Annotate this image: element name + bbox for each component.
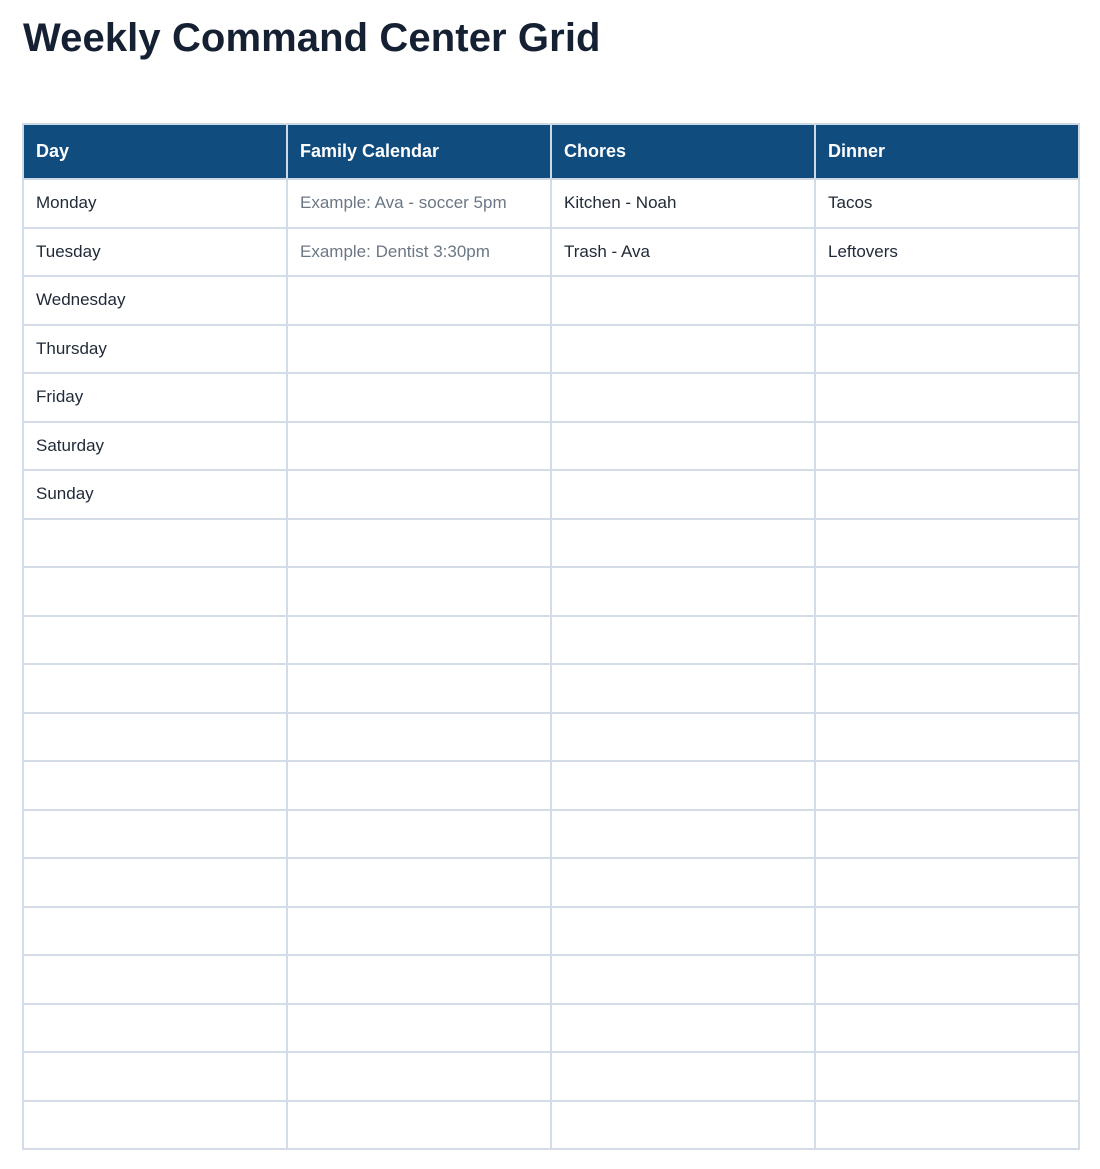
table-row — [23, 955, 1079, 1004]
family-calendar-cell[interactable] — [287, 1101, 551, 1150]
day-cell — [23, 1101, 287, 1150]
family-calendar-cell[interactable] — [287, 616, 551, 665]
day-cell — [23, 1004, 287, 1053]
chores-cell[interactable] — [551, 713, 815, 762]
dinner-cell[interactable] — [815, 519, 1079, 568]
family-calendar-cell[interactable] — [287, 470, 551, 519]
table-row — [23, 470, 1079, 519]
header-dinner: Dinner — [815, 124, 1079, 179]
chores-cell[interactable] — [551, 1004, 815, 1053]
dinner-cell[interactable] — [815, 567, 1079, 616]
family-calendar-cell[interactable] — [287, 761, 551, 810]
day-cell: Friday — [23, 373, 287, 422]
family-calendar-cell[interactable] — [287, 955, 551, 1004]
day-cell: Saturday — [23, 422, 287, 471]
table-row — [23, 1101, 1079, 1150]
chores-cell[interactable] — [551, 325, 815, 374]
day-cell — [23, 810, 287, 859]
dinner-cell[interactable] — [815, 616, 1079, 665]
family-calendar-cell[interactable]: Example: Ava - soccer 5pm — [287, 179, 551, 228]
dinner-cell[interactable] — [815, 810, 1079, 859]
chores-cell[interactable] — [551, 616, 815, 665]
table-row — [23, 276, 1079, 325]
chores-cell[interactable] — [551, 907, 815, 956]
dinner-cell[interactable] — [815, 325, 1079, 374]
day-cell — [23, 1052, 287, 1101]
table-row — [23, 810, 1079, 859]
family-calendar-cell[interactable] — [287, 713, 551, 762]
chores-cell[interactable] — [551, 810, 815, 859]
chores-cell[interactable]: Trash - Ava — [551, 228, 815, 277]
chores-cell[interactable] — [551, 470, 815, 519]
header-day: Day — [23, 124, 287, 179]
dinner-cell[interactable] — [815, 1101, 1079, 1150]
day-cell — [23, 858, 287, 907]
command-center-grid — [22, 123, 1080, 1150]
chores-cell[interactable] — [551, 276, 815, 325]
day-cell: Tuesday — [23, 228, 287, 277]
family-calendar-cell[interactable] — [287, 325, 551, 374]
family-calendar-cell[interactable] — [287, 858, 551, 907]
table-row — [23, 228, 1079, 277]
chores-cell[interactable] — [551, 955, 815, 1004]
table-row — [23, 567, 1079, 616]
chores-cell[interactable] — [551, 858, 815, 907]
dinner-cell[interactable] — [815, 664, 1079, 713]
table-row — [23, 373, 1079, 422]
day-cell: Wednesday — [23, 276, 287, 325]
dinner-cell[interactable] — [815, 1004, 1079, 1053]
chores-cell[interactable] — [551, 761, 815, 810]
chores-cell[interactable] — [551, 664, 815, 713]
family-calendar-cell[interactable] — [287, 567, 551, 616]
header-chores: Chores — [551, 124, 815, 179]
day-cell — [23, 616, 287, 665]
dinner-cell[interactable]: Tacos — [815, 179, 1079, 228]
dinner-cell[interactable] — [815, 373, 1079, 422]
table-row — [23, 907, 1079, 956]
chores-cell[interactable]: Kitchen - Noah — [551, 179, 815, 228]
day-cell — [23, 761, 287, 810]
family-calendar-cell[interactable] — [287, 373, 551, 422]
family-calendar-cell[interactable] — [287, 1004, 551, 1053]
day-cell — [23, 955, 287, 1004]
family-calendar-cell[interactable] — [287, 1052, 551, 1101]
dinner-cell[interactable] — [815, 858, 1079, 907]
table-row — [23, 179, 1079, 228]
header-family-calendar: Family Calendar — [287, 124, 551, 179]
table-row — [23, 616, 1079, 665]
table-row — [23, 858, 1079, 907]
dinner-cell[interactable] — [815, 761, 1079, 810]
chores-cell[interactable] — [551, 1101, 815, 1150]
family-calendar-cell[interactable] — [287, 810, 551, 859]
dinner-cell[interactable] — [815, 1052, 1079, 1101]
table-row — [23, 1052, 1079, 1101]
day-cell — [23, 907, 287, 956]
table-row — [23, 713, 1079, 762]
day-cell: Monday — [23, 179, 287, 228]
family-calendar-cell[interactable]: Example: Dentist 3:30pm — [287, 228, 551, 277]
chores-cell[interactable] — [551, 373, 815, 422]
table-row — [23, 519, 1079, 568]
day-cell: Sunday — [23, 470, 287, 519]
header-row — [23, 124, 1079, 179]
dinner-cell[interactable] — [815, 907, 1079, 956]
table-row — [23, 664, 1079, 713]
day-cell — [23, 567, 287, 616]
dinner-cell[interactable]: Leftovers — [815, 228, 1079, 277]
day-cell — [23, 713, 287, 762]
dinner-cell[interactable] — [815, 422, 1079, 471]
chores-cell[interactable] — [551, 519, 815, 568]
grid-body — [23, 179, 1079, 1149]
day-cell: Thursday — [23, 325, 287, 374]
table-row — [23, 422, 1079, 471]
chores-cell[interactable] — [551, 422, 815, 471]
family-calendar-cell[interactable] — [287, 422, 551, 471]
table-row — [23, 761, 1079, 810]
chores-cell[interactable] — [551, 567, 815, 616]
dinner-cell[interactable] — [815, 276, 1079, 325]
family-calendar-cell[interactable] — [287, 276, 551, 325]
grid-header — [23, 124, 1079, 179]
dinner-cell[interactable] — [815, 955, 1079, 1004]
day-cell — [23, 664, 287, 713]
dinner-cell[interactable] — [815, 713, 1079, 762]
chores-cell[interactable] — [551, 1052, 815, 1101]
family-calendar-cell[interactable] — [287, 519, 551, 568]
dinner-cell[interactable] — [815, 470, 1079, 519]
table-row — [23, 325, 1079, 374]
family-calendar-cell[interactable] — [287, 907, 551, 956]
page-title: Weekly Command Center Grid — [23, 16, 601, 60]
table-row — [23, 1004, 1079, 1053]
day-cell — [23, 519, 287, 568]
family-calendar-cell[interactable] — [287, 664, 551, 713]
